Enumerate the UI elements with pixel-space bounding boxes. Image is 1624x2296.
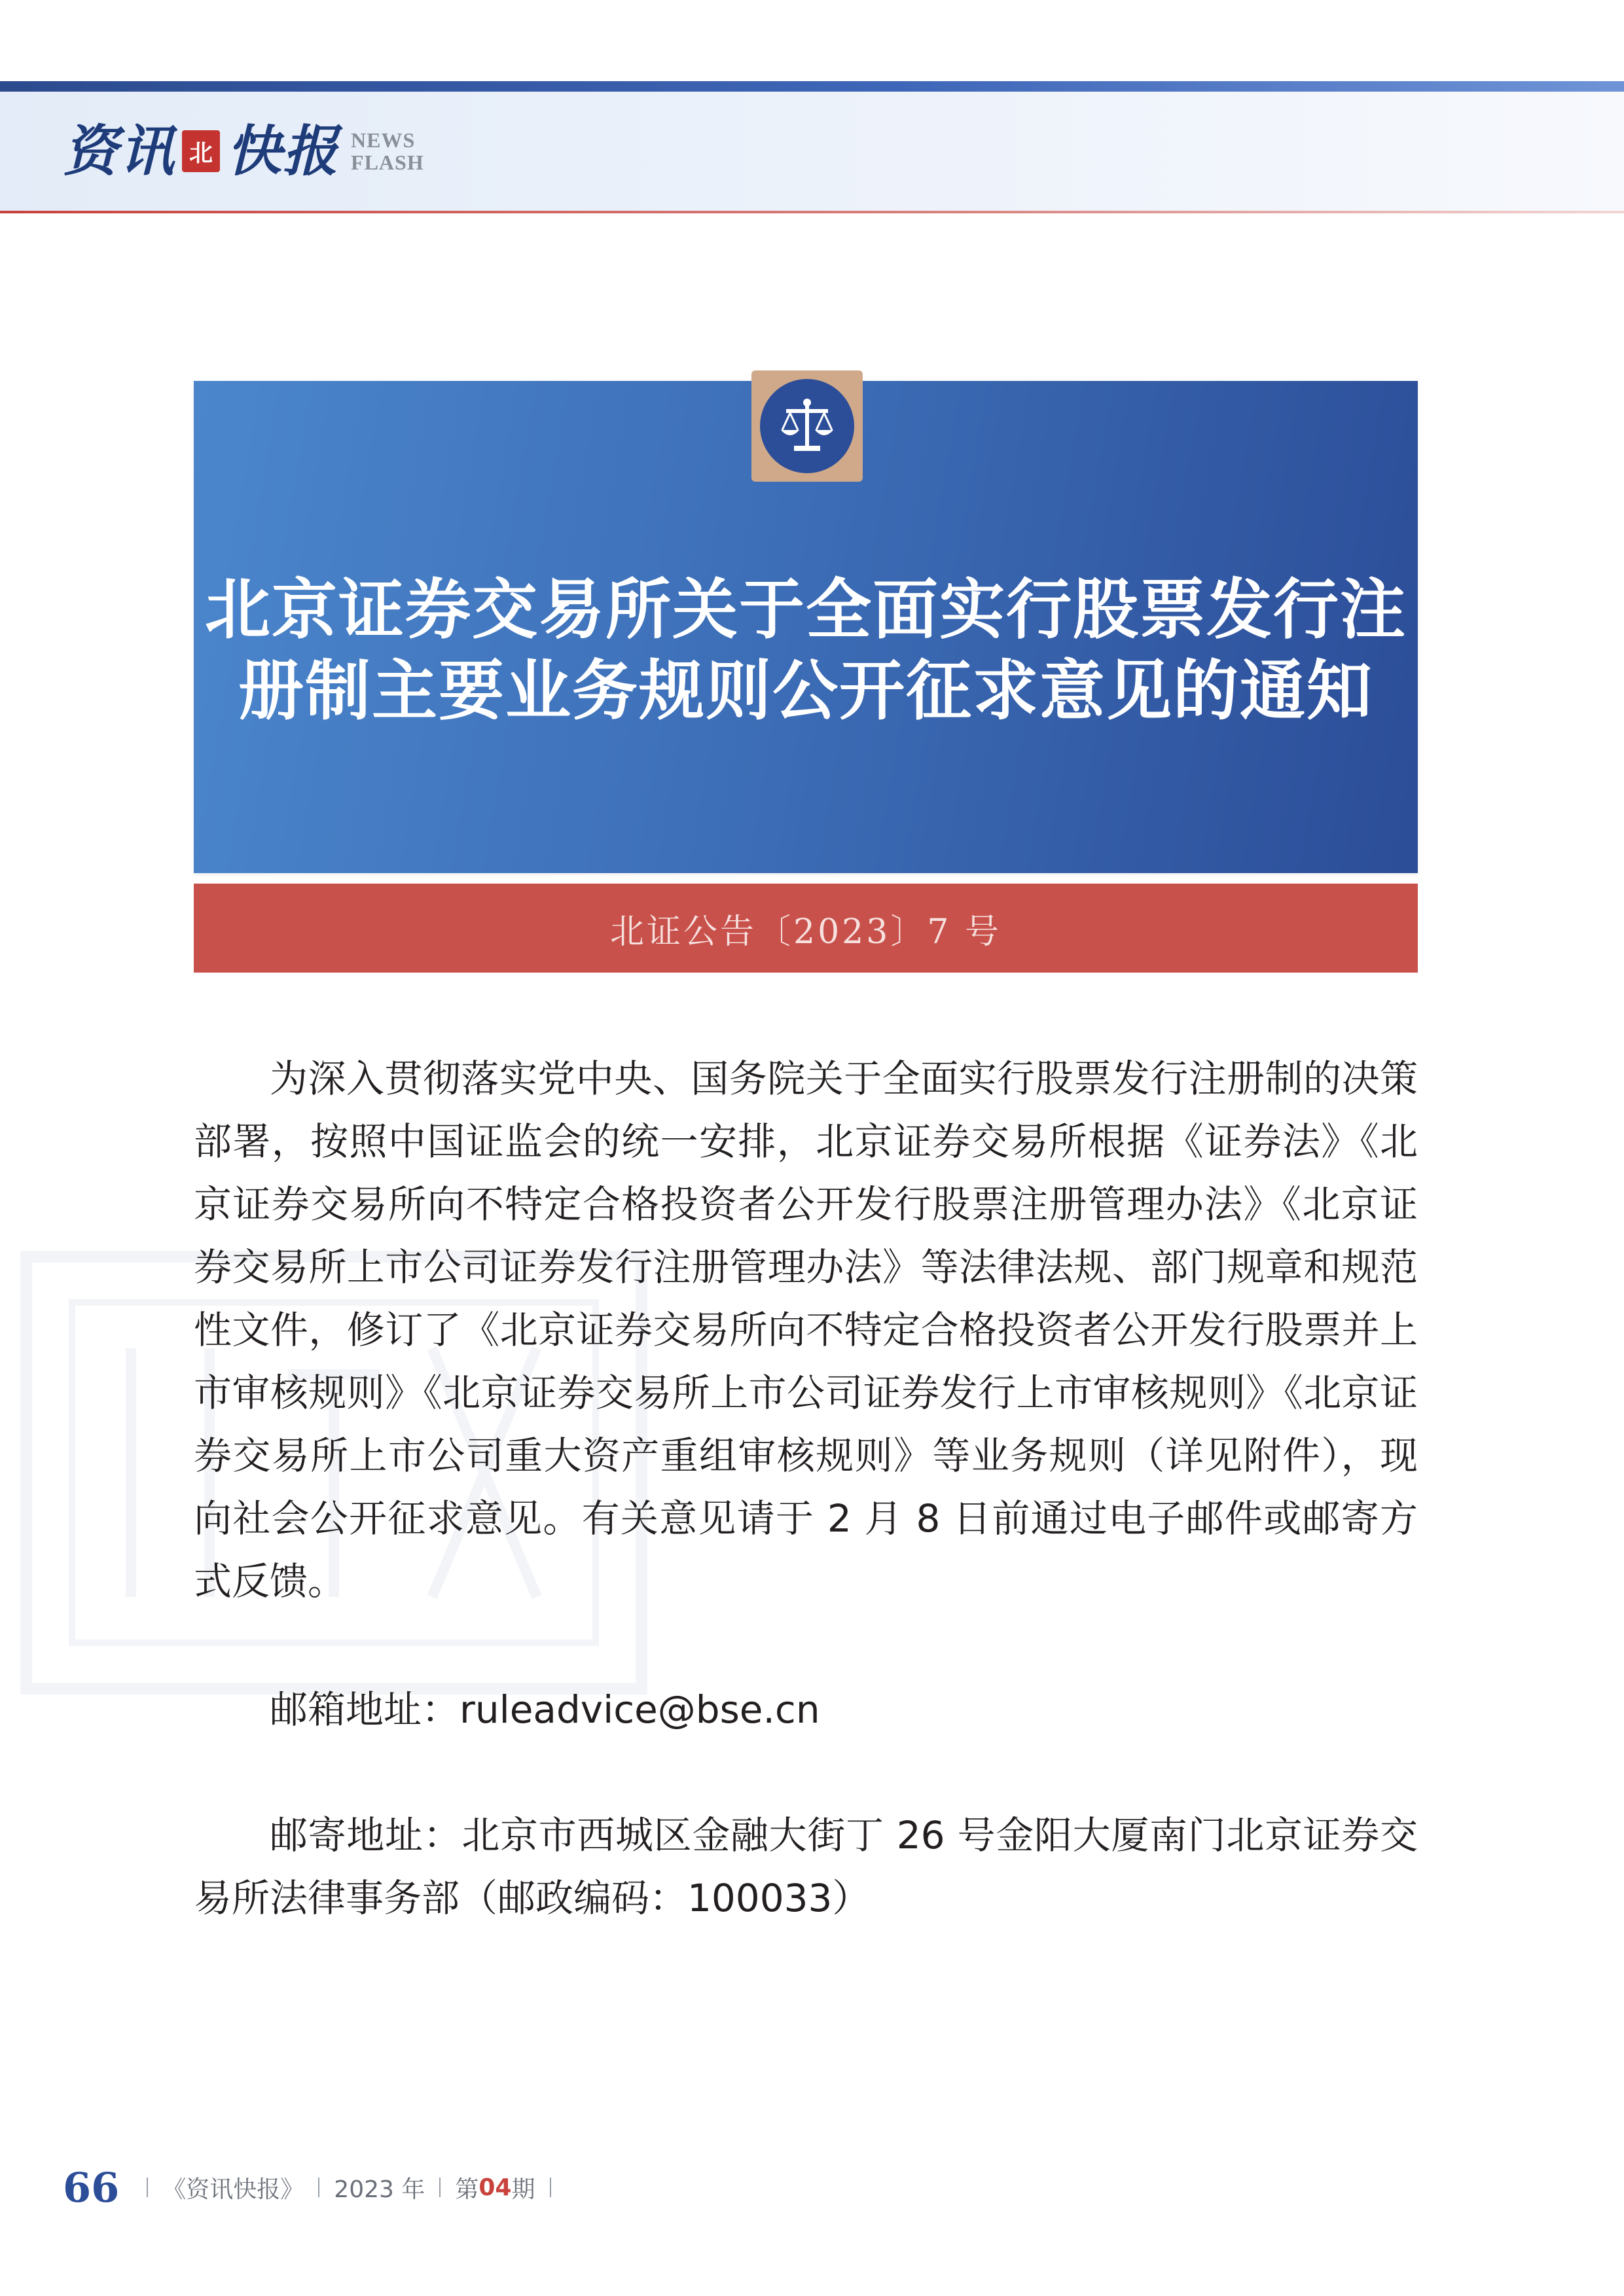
masthead-title-part1: 资讯 xyxy=(63,118,176,183)
mail-address-line: 邮寄地址：北京市西城区金融大街丁 26 号金阳大厦南门北京证券交易所法律事务部（邮政编码：100033） xyxy=(194,1813,1418,1920)
masthead-seal-icon: 北 xyxy=(182,130,220,172)
issue-number: 04 xyxy=(478,2174,512,2201)
emblem-circle xyxy=(760,379,854,473)
news-flash-label xyxy=(351,129,424,173)
issue-suffix: 期 xyxy=(511,2176,535,2203)
header-bottom-line xyxy=(0,211,1624,213)
footer-divider xyxy=(550,2178,551,2197)
header-top-rule xyxy=(0,81,1624,92)
masthead-logo xyxy=(63,115,424,187)
issue-prefix: 第 xyxy=(455,2176,479,2203)
publication-name: 《资讯快报》 xyxy=(162,2176,304,2203)
footer-divider xyxy=(147,2178,148,2197)
email-line: 邮箱地址：ruleadvice@bse.cn xyxy=(270,1687,820,1732)
page-number: 66 xyxy=(63,2163,120,2212)
publication-year: 2023 年 xyxy=(334,2176,425,2203)
page-footer xyxy=(63,2161,566,2214)
footer-divider xyxy=(318,2178,319,2197)
page-title: 北京证券交易所关于全面实行股票发行注册制主要业务规则公开征求意见的通知 xyxy=(205,571,1407,729)
masthead-title-part2: 快报 xyxy=(226,118,340,183)
emblem-tile xyxy=(751,370,863,482)
news-label: NEWS xyxy=(351,128,416,152)
flash-label: FLASH xyxy=(351,151,424,174)
scale-of-justice-icon xyxy=(774,393,840,459)
body-paragraph: 为深入贯彻落实党中央、国务院关于全面实行股票发行注册制的决策部署，按照中国证监会的统一安排，北京证券交易所根据《证券法》《北京证券交易所向不特定合格投资者公开发行股票注册管理办法》《北京证券交易所上市公司证券发行注册管理办法》等法律法规、部门规章和规范性文件，修订了《北京证券交易所向不特定合格投资者公开发行股票并上市审核规则》《北京证券交易所上市公司证券发行上市审核规则》《北京证券交易所上市公司重大资产重组审核规则》等业务规则（详见附件），现向社会公开征求意见。有关意见请于 2 月 8 日前通过电子邮件或邮寄方式反馈。 xyxy=(194,1056,1418,1604)
doc-number: 北证公告〔2023〕7 号 xyxy=(610,912,1001,952)
doc-number-bar xyxy=(194,884,1418,973)
footer-divider xyxy=(439,2178,441,2197)
